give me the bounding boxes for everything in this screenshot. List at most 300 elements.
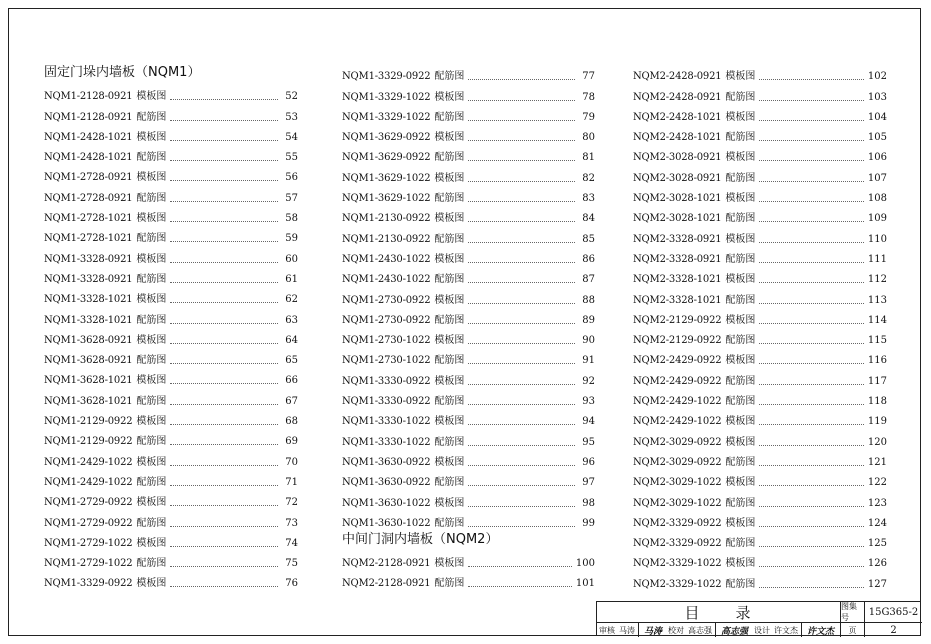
dot-leader — [759, 78, 864, 80]
signature-row — [597, 623, 841, 637]
page-ref: 111 — [867, 253, 887, 265]
toc-entry — [633, 510, 887, 530]
dot-leader — [170, 484, 278, 486]
drawing-code: NQM2-2429-1022 — [633, 416, 722, 428]
drawing-type: 模板图 — [725, 152, 756, 164]
page-ref: 95 — [582, 436, 595, 448]
page-ref: 58 — [285, 213, 298, 225]
dot-leader — [759, 200, 864, 202]
dot-leader — [468, 220, 575, 222]
toc-entry — [342, 246, 595, 266]
toc-entry — [342, 124, 595, 144]
drawing-code: NQM2-3029-1022 — [633, 477, 722, 489]
toc-entry — [44, 428, 298, 448]
drawing-code: NQM1-2128-0921 — [44, 111, 133, 123]
page-ref: 125 — [867, 538, 887, 550]
dot-leader — [170, 98, 278, 100]
drawing-code: NQM1-2728-1021 — [44, 213, 133, 225]
drawing-type: 模板图 — [434, 375, 465, 387]
dot-leader — [468, 119, 575, 121]
toc-entry — [633, 83, 887, 103]
drawing-code: NQM2-2129-0922 — [633, 314, 722, 326]
dot-leader — [468, 99, 575, 101]
drawing-code: NQM1-2130-0922 — [342, 213, 431, 225]
dot-leader — [468, 585, 572, 587]
toc-entry — [633, 408, 887, 428]
dot-leader — [468, 464, 575, 466]
page-ref: 93 — [582, 396, 595, 408]
page-ref: 62 — [285, 294, 298, 306]
drawing-type: 配筋图 — [725, 213, 756, 225]
page-ref: 74 — [285, 537, 298, 549]
page-ref: 96 — [582, 456, 595, 468]
sheet-title — [597, 602, 841, 623]
design-label: 设计 — [754, 625, 771, 635]
drawing-type: 模板图 — [434, 335, 465, 347]
toc-column-2 — [342, 63, 595, 590]
drawing-code: NQM1-3330-0922 — [342, 396, 431, 408]
page-ref: 86 — [582, 253, 595, 265]
drawing-type: 配筋图 — [725, 253, 756, 265]
drawing-type: 配筋图 — [725, 132, 756, 144]
page-ref: 75 — [285, 558, 298, 570]
section-title-nqm2: 中间门洞内墙板（NQM2） — [342, 531, 499, 547]
toc-list — [342, 550, 595, 591]
drawing-code: NQM2-3029-1022 — [633, 497, 722, 509]
drawing-code: NQM1-2428-1021 — [44, 152, 133, 164]
dot-leader — [759, 139, 864, 141]
toc-entry — [633, 144, 887, 164]
drawing-code: NQM2-3028-0921 — [633, 172, 722, 184]
toc-entry — [44, 448, 298, 468]
page-ref: 117 — [867, 375, 887, 387]
dot-leader — [170, 322, 278, 324]
toc-entry — [633, 104, 887, 124]
dot-leader — [468, 525, 575, 527]
drawing-type: 模板图 — [136, 294, 167, 306]
page-ref: 68 — [285, 416, 298, 428]
drawing-code: NQM2-2128-0921 — [342, 558, 431, 570]
drawing-code: NQM1-2430-1022 — [342, 274, 431, 286]
toc-column-3 — [633, 63, 887, 591]
drawing-code: NQM1-3328-1021 — [44, 294, 133, 306]
drawing-code: NQM1-3328-0921 — [44, 273, 133, 285]
drawing-code: NQM1-3328-0921 — [44, 253, 133, 265]
drawing-code: NQM1-3628-0921 — [44, 334, 133, 346]
drawing-type: 配筋图 — [725, 294, 756, 306]
dot-leader — [759, 220, 864, 222]
toc-entry — [633, 327, 887, 347]
page-ref: 53 — [285, 111, 298, 123]
toc-entry — [44, 286, 298, 306]
drawing-code: NQM1-3628-1021 — [44, 395, 133, 407]
toc-entry — [633, 489, 887, 509]
drawing-code: NQM2-2429-0922 — [633, 375, 722, 387]
dot-leader — [170, 261, 278, 263]
drawing-type: 模板图 — [725, 416, 756, 428]
toc-entry — [633, 266, 887, 286]
toc-entry — [44, 205, 298, 225]
dot-leader — [170, 525, 278, 527]
dot-leader — [468, 505, 575, 507]
toc-entry — [44, 83, 298, 103]
drawing-type: 配筋图 — [136, 558, 167, 570]
toc-entry — [342, 266, 595, 286]
dot-leader — [468, 342, 575, 344]
atlas-number-label: 图集号 — [841, 602, 865, 623]
drawing-type: 模板图 — [434, 456, 465, 468]
page-ref: 104 — [867, 111, 887, 123]
dot-leader — [468, 261, 575, 263]
toc-entry — [342, 83, 595, 103]
page-ref: 78 — [582, 91, 595, 103]
page-ref: 80 — [582, 132, 595, 144]
drawing-code: NQM1-3330-0922 — [342, 375, 431, 387]
drawing-code: NQM1-2129-0922 — [44, 436, 133, 448]
toc-entry — [342, 367, 595, 387]
dot-leader — [759, 281, 864, 283]
toc-entry — [44, 266, 298, 286]
review-signature: 马涛 — [644, 626, 663, 637]
drawing-type: 配筋图 — [136, 314, 167, 326]
toc-entry — [44, 408, 298, 428]
page-ref: 54 — [285, 131, 298, 143]
drawing-code: NQM1-3630-1022 — [342, 517, 431, 529]
drawing-code: NQM2-2428-1021 — [633, 111, 722, 123]
toc-entry — [633, 185, 887, 205]
drawing-type: 配筋图 — [136, 355, 167, 367]
page-ref: 67 — [285, 395, 298, 407]
drawing-type: 模板图 — [136, 497, 167, 509]
review-name: 马涛 — [619, 625, 635, 635]
dot-leader — [170, 301, 278, 303]
drawing-type: 模板图 — [136, 456, 167, 468]
drawing-code: NQM1-2729-0922 — [44, 497, 133, 509]
drawing-code: NQM1-3329-1022 — [342, 91, 431, 103]
check-name: 高志强 — [688, 625, 713, 635]
drawing-type: 模板图 — [136, 131, 167, 143]
toc-entry — [44, 530, 298, 550]
toc-entry — [342, 469, 595, 489]
drawing-code: NQM2-3328-1021 — [633, 294, 722, 306]
drawing-type: 模板图 — [434, 253, 465, 265]
drawing-code: NQM2-2429-1022 — [633, 396, 722, 408]
dot-leader — [170, 423, 278, 425]
drawing-type: 模板图 — [725, 193, 756, 205]
page-ref: 69 — [285, 436, 298, 448]
dot-leader — [759, 565, 864, 567]
drawing-code: NQM1-3629-0922 — [342, 152, 431, 164]
page-ref: 87 — [582, 274, 595, 286]
drawing-type: 配筋图 — [725, 396, 756, 408]
page-ref: 99 — [582, 517, 595, 529]
drawing-type: 配筋图 — [434, 517, 465, 529]
drawing-type: 模板图 — [725, 111, 756, 123]
drawing-type: 配筋图 — [434, 355, 465, 367]
toc-entry — [44, 469, 298, 489]
drawing-type: 模板图 — [434, 497, 465, 509]
page-ref: 52 — [285, 91, 298, 103]
dot-leader — [759, 261, 864, 263]
page-ref: 123 — [867, 497, 887, 509]
drawing-code: NQM2-3328-0921 — [633, 253, 722, 265]
dot-leader — [759, 444, 864, 446]
drawing-type: 模板图 — [136, 253, 167, 265]
toc-entry — [342, 63, 595, 83]
dot-leader — [759, 464, 864, 466]
toc-entry — [44, 550, 298, 570]
drawing-code: NQM1-3630-1022 — [342, 497, 431, 509]
page-ref: 118 — [867, 396, 887, 408]
page-ref: 66 — [285, 375, 298, 387]
drawing-type: 配筋图 — [434, 233, 465, 245]
toc-entry — [342, 205, 595, 225]
dot-leader — [170, 585, 278, 587]
drawing-code: NQM1-2730-1022 — [342, 335, 431, 347]
dot-leader — [468, 565, 572, 567]
drawing-code: NQM1-3630-0922 — [342, 456, 431, 468]
drawing-type: 配筋图 — [434, 274, 465, 286]
dot-leader — [759, 545, 864, 547]
toc-entry — [633, 570, 887, 590]
page-ref: 120 — [867, 436, 887, 448]
drawing-code: NQM1-2428-1021 — [44, 131, 133, 143]
drawing-type: 模板图 — [136, 213, 167, 225]
drawing-type: 模板图 — [434, 213, 465, 225]
page-ref: 85 — [582, 233, 595, 245]
toc-entry — [342, 550, 595, 570]
drawing-type: 配筋图 — [136, 273, 167, 285]
dot-leader — [468, 200, 575, 202]
drawing-type: 配筋图 — [725, 497, 756, 509]
toc-entry — [342, 307, 595, 327]
page-ref: 94 — [582, 416, 595, 428]
drawing-code: NQM1-3329-0922 — [44, 578, 133, 590]
drawing-code: NQM2-3029-0922 — [633, 436, 722, 448]
drawing-code: NQM2-2428-0921 — [633, 71, 722, 83]
section-title-nqm1: 固定门垛内墙板（NQM1） — [44, 65, 201, 80]
dot-leader — [759, 505, 864, 507]
dot-leader — [468, 302, 575, 304]
page-ref: 65 — [285, 355, 298, 367]
drawing-type: 模板图 — [136, 172, 167, 184]
toc-entry — [44, 570, 298, 590]
drawing-code: NQM2-2128-0921 — [342, 578, 431, 590]
toc-entry — [342, 408, 595, 428]
dot-leader — [468, 403, 575, 405]
page-ref: 106 — [867, 152, 887, 164]
toc-entry — [633, 205, 887, 225]
dot-leader — [759, 322, 864, 324]
drawing-type: 模板图 — [434, 294, 465, 306]
drawing-code: NQM1-3328-1021 — [44, 314, 133, 326]
drawing-code: NQM1-2430-1022 — [342, 253, 431, 265]
page-ref: 57 — [285, 192, 298, 204]
toc-entry — [633, 347, 887, 367]
dot-leader — [170, 139, 278, 141]
page-ref: 114 — [867, 314, 887, 326]
title-block — [596, 601, 921, 636]
toc-entry — [44, 184, 298, 204]
toc-entry — [44, 347, 298, 367]
drawing-type: 配筋图 — [434, 396, 465, 408]
drawing-type: 模板图 — [725, 233, 756, 245]
drawing-code: NQM1-2728-0921 — [44, 192, 133, 204]
drawing-type: 配筋图 — [725, 578, 756, 590]
drawing-type: 配筋图 — [725, 335, 756, 347]
drawing-type: 模板图 — [136, 537, 167, 549]
page-ref: 83 — [582, 193, 595, 205]
drawing-type: 模板图 — [136, 416, 167, 428]
drawing-type: 模板图 — [434, 558, 465, 570]
page-ref: 55 — [285, 152, 298, 164]
toc-entry — [44, 245, 298, 265]
drawing-code: NQM1-2729-1022 — [44, 558, 133, 570]
dot-leader — [759, 241, 864, 243]
toc-entry — [633, 469, 887, 489]
toc-entry — [44, 509, 298, 529]
page-ref: 113 — [867, 294, 887, 306]
drawing-type: 模板图 — [136, 91, 167, 103]
drawing-type: 模板图 — [434, 132, 465, 144]
dot-leader — [170, 159, 278, 161]
drawing-code: NQM1-2730-0922 — [342, 294, 431, 306]
toc-entry — [44, 489, 298, 509]
page-ref: 82 — [582, 172, 595, 184]
page-ref: 110 — [867, 233, 887, 245]
drawing-code: NQM2-2429-0922 — [633, 355, 722, 367]
dot-leader — [170, 240, 278, 242]
drawing-type: 配筋图 — [136, 517, 167, 529]
toc-entry — [342, 449, 595, 469]
page-ref: 109 — [867, 213, 887, 225]
drawing-type: 模板图 — [725, 436, 756, 448]
toc-entry — [633, 246, 887, 266]
drawing-type: 配筋图 — [434, 477, 465, 489]
toc-entry — [44, 144, 298, 164]
dot-leader — [759, 383, 864, 385]
dot-leader — [468, 281, 575, 283]
drawing-type: 配筋图 — [725, 91, 756, 103]
page-ref: 98 — [582, 497, 595, 509]
drawing-code: NQM2-3328-0921 — [633, 233, 722, 245]
toc-entry — [44, 124, 298, 144]
dot-leader — [170, 382, 278, 384]
drawing-code: NQM2-3029-0922 — [633, 456, 722, 468]
page-ref: 63 — [285, 314, 298, 326]
toc-entry — [342, 510, 595, 530]
drawing-type: 配筋图 — [136, 476, 167, 488]
drawing-type: 配筋图 — [136, 233, 167, 245]
drawing-code: NQM2-3329-0922 — [633, 538, 722, 550]
page-ref: 77 — [582, 71, 595, 83]
dot-leader — [759, 119, 864, 121]
drawing-code: NQM2-3028-0921 — [633, 152, 722, 164]
dot-leader — [170, 464, 278, 466]
drawing-code: NQM2-3329-1022 — [633, 558, 722, 570]
page-ref: 61 — [285, 273, 298, 285]
drawing-code: NQM2-3328-1021 — [633, 274, 722, 286]
page-ref: 112 — [867, 274, 887, 286]
dot-leader — [759, 362, 864, 364]
toc-entry — [44, 103, 298, 123]
toc-entry — [342, 347, 595, 367]
dot-leader — [759, 403, 864, 405]
dot-leader — [468, 241, 575, 243]
toc-column-1 — [44, 63, 298, 590]
check-label: 校对 — [668, 625, 685, 635]
drawing-type: 配筋图 — [434, 71, 465, 83]
dot-leader — [468, 159, 575, 161]
page-ref: 72 — [285, 497, 298, 509]
page-ref: 101 — [575, 578, 595, 590]
page-ref: 115 — [867, 335, 887, 347]
drawing-code: NQM1-3628-1021 — [44, 375, 133, 387]
drawing-type: 配筋图 — [434, 436, 465, 448]
drawing-code: NQM2-3028-1021 — [633, 213, 722, 225]
drawing-code: NQM1-2728-1021 — [44, 233, 133, 245]
dot-leader — [759, 423, 864, 425]
page-ref: 89 — [582, 314, 595, 326]
drawing-code: NQM1-3629-1022 — [342, 172, 431, 184]
check-signature: 高志强 — [721, 626, 749, 637]
page-ref: 116 — [867, 355, 887, 367]
page-ref: 103 — [867, 91, 887, 103]
page-ref: 60 — [285, 253, 298, 265]
toc-entry — [44, 327, 298, 347]
dot-leader — [170, 362, 278, 364]
page-ref: 100 — [575, 558, 595, 570]
drawing-code: NQM2-2428-0921 — [633, 91, 722, 103]
page-number: 2 — [890, 624, 897, 636]
toc-entry — [633, 124, 887, 144]
dot-leader — [759, 525, 864, 527]
toc-entry — [44, 306, 298, 326]
dot-leader — [468, 423, 575, 425]
toc-entry — [342, 185, 595, 205]
sheet-title-char-1: 目 — [684, 603, 702, 622]
toc-entry — [342, 428, 595, 448]
toc-entry — [633, 550, 887, 570]
drawing-type: 配筋图 — [136, 152, 167, 164]
page-ref: 105 — [867, 132, 887, 144]
drawing-type: 模板图 — [136, 578, 167, 590]
page-ref: 56 — [285, 172, 298, 184]
dot-leader — [759, 159, 864, 161]
page-ref: 91 — [582, 355, 595, 367]
page-ref: 119 — [867, 416, 887, 428]
dot-leader — [468, 139, 575, 141]
drawing-type: 配筋图 — [725, 172, 756, 184]
dot-leader — [759, 99, 864, 101]
drawing-type: 模板图 — [725, 477, 756, 489]
drawing-code: NQM1-3630-0922 — [342, 477, 431, 489]
dot-leader — [468, 362, 575, 364]
drawing-type: 配筋图 — [136, 192, 167, 204]
drawing-code: NQM2-2129-0922 — [633, 335, 722, 347]
toc-entry — [342, 144, 595, 164]
review-label: 审核 — [599, 625, 615, 635]
page-ref: 64 — [285, 334, 298, 346]
page-ref: 71 — [285, 476, 298, 488]
drawing-code: NQM1-2130-0922 — [342, 233, 431, 245]
drawing-type: 模板图 — [725, 274, 756, 286]
dot-leader — [170, 200, 278, 202]
page-ref: 108 — [867, 193, 887, 205]
dot-leader — [468, 484, 575, 486]
dot-leader — [468, 383, 575, 385]
drawing-code: NQM2-3329-1022 — [633, 578, 722, 590]
